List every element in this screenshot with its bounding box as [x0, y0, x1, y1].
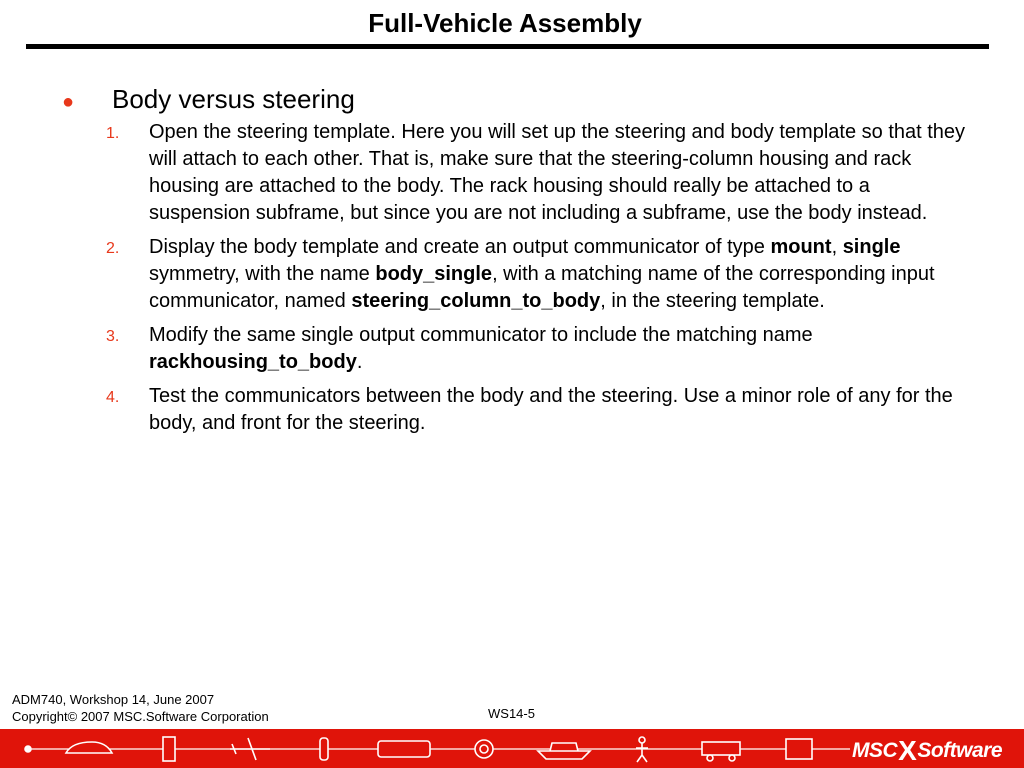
airplane-icon — [230, 738, 270, 760]
step-number: 3. — [106, 328, 120, 345]
step-text — [149, 322, 972, 376]
section-heading: Body versus steering — [112, 84, 355, 114]
step-number: 1. — [106, 125, 120, 142]
train-icon — [378, 741, 430, 757]
ship-icon — [538, 743, 590, 759]
step-text-segment: Modify the same single output communicator to include the matching name — [149, 324, 813, 346]
step-text — [149, 383, 972, 437]
step-number: 4. — [106, 389, 120, 406]
footer-info — [12, 691, 269, 725]
step-text-segment: . — [356, 351, 363, 373]
step-item — [106, 234, 972, 315]
person-icon — [639, 737, 645, 743]
step-text-segment: Test the communicators between the body and the steering. Use a minor role of any for the body, and front for the steering. — [149, 385, 953, 434]
industry-icons-strip — [0, 729, 870, 768]
building-icon — [786, 739, 812, 759]
step-keyword: steering_column_to_body — [351, 290, 601, 312]
step-text-segment: symmetry, with the name — [149, 263, 376, 285]
bottle-icon — [320, 738, 328, 760]
slide-content — [62, 84, 972, 444]
footer-course: ADM740, Workshop 14, June 2007 — [12, 692, 215, 707]
footer-copyright: Copyright© 2007 MSC.Software Corporation — [12, 709, 269, 724]
steps-list — [62, 119, 972, 437]
title-divider — [26, 44, 989, 49]
slide-title: Full-Vehicle Assembly — [368, 8, 642, 38]
step-keyword: rackhousing_to_body — [149, 351, 357, 373]
step-text-segment: , — [831, 236, 843, 258]
section-bullet — [62, 84, 972, 115]
line-start-icon — [25, 746, 31, 752]
step-number: 2. — [106, 240, 120, 257]
step-keyword: body_single — [375, 263, 493, 285]
car-icon — [66, 742, 112, 753]
step-text-segment: , with a matching name of the corresponding input communicator, named — [149, 263, 935, 312]
step-item — [106, 322, 972, 376]
page-number: WS14-5 — [488, 706, 535, 721]
step-item — [106, 119, 972, 227]
step-keyword: mount — [770, 236, 832, 258]
gear-icon — [475, 740, 493, 758]
bullet-icon: ● — [62, 91, 75, 113]
step-text-segment: Display the body template and create an output communicator of type — [149, 236, 771, 258]
step-item — [106, 383, 972, 437]
step-text — [149, 119, 972, 227]
brand-bar — [0, 729, 1024, 768]
step-text-segment: , in the steering template. — [600, 290, 825, 312]
step-text-segment: Open the steering template. Here you will set up the steering and body template so that they will attach to each other. That is, make sure that the steering-column housing and rack housing are attached to the body. The rack housing should really be attached to a suspension subframe, but since you are not including a subframe, use the body instead. — [149, 121, 966, 224]
step-keyword: single — [842, 236, 901, 258]
phone-icon — [163, 737, 175, 761]
msc-software-logo: MSCXSoftware — [851, 735, 1002, 766]
truck-icon — [702, 742, 740, 755]
step-text — [149, 234, 972, 315]
